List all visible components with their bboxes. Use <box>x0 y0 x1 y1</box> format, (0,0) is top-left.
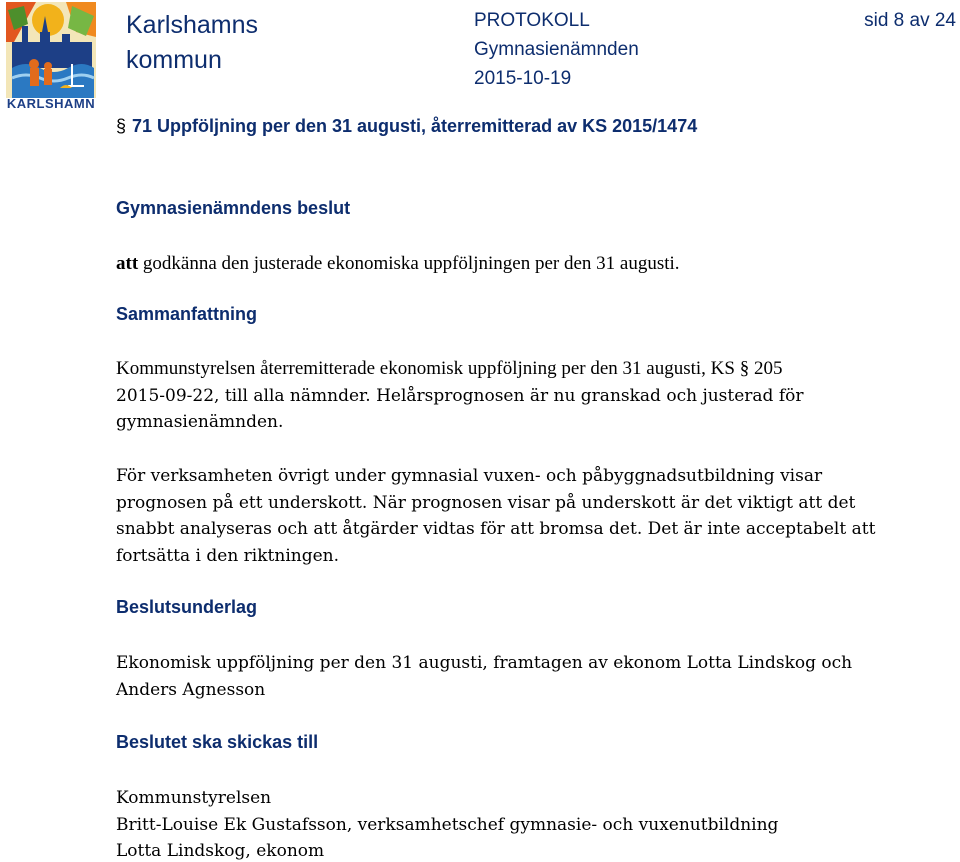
organization-name <box>126 8 356 78</box>
basis-line2: Anders Agnesson <box>116 680 266 700</box>
section-title <box>116 116 697 137</box>
decision-body: godkänna den justerade ekonomiska uppföljningen per den 31 augusti. <box>138 253 680 274</box>
committee-name: Gymnasienämnden <box>474 39 639 60</box>
recipients-heading: Beslutet ska skickas till <box>116 732 319 752</box>
summary-p2-line2: prognosen på ett underskott. När prognosen visar på underskott är det viktigt att det <box>116 493 856 513</box>
summary-p1-line1-a: Kommunstyrelsen återremitterade ekonomisk uppföljning per den 31 augusti, KS <box>116 358 740 379</box>
page-number: sid 8 av 24 <box>864 10 956 31</box>
basis-line1: Ekonomisk uppföljning per den 31 augusti, framtagen av ekonom Lotta Lindskog och <box>116 653 853 673</box>
organization-name-line1: Karlshamns <box>126 11 258 39</box>
document-type: PROTOKOLL <box>474 10 590 31</box>
decision-att: att <box>116 253 139 274</box>
summary-p1-line1-b: 205 <box>749 358 783 379</box>
summary-p2-line3: snabbt analyseras och att åtgärder vidtas för att bromsa det. Det är inte acceptabelt att <box>116 519 876 539</box>
karlshamn-logo <box>6 2 96 112</box>
summary-p2-line1: För verksamheten övrigt under gymnasial vuxen- och påbyggnadsutbildning visar <box>116 466 823 486</box>
summary-heading: Sammanfattning <box>116 304 258 324</box>
recipient-item: Kommunstyrelsen <box>116 788 272 808</box>
document-meta <box>474 6 639 93</box>
decision-heading: Gymnasienämndens beslut <box>116 198 351 218</box>
summary-p1-line2: 2015-09-22, till alla nämnder. Helårsprognosen är nu granskad och justerad för <box>116 386 804 406</box>
summary-p1-line1 <box>116 355 782 382</box>
summary-p2-line4: fortsätta i den riktningen. <box>116 546 340 566</box>
organization-name-line2: kommun <box>126 46 222 74</box>
summary-paragraph-symbol: § <box>739 358 750 379</box>
meeting-date: 2015-10-19 <box>474 68 572 89</box>
basis-heading: Beslutsunderlag <box>116 597 258 617</box>
section-title-text: 71 Uppföljning per den 31 augusti, återremitterad av KS 2015/1474 <box>132 116 698 136</box>
paragraph-symbol: § <box>116 116 127 136</box>
recipient-item: Lotta Lindskog, ekonom <box>116 841 325 861</box>
decision-text <box>116 250 680 277</box>
recipient-item: Britt-Louise Ek Gustafsson, verksamhetschef gymnasie- och vuxenutbildning <box>116 815 779 835</box>
logo-wordmark: KARLSHAMN <box>6 96 96 111</box>
summary-p1-line3: gymnasienämnden. <box>116 412 284 432</box>
